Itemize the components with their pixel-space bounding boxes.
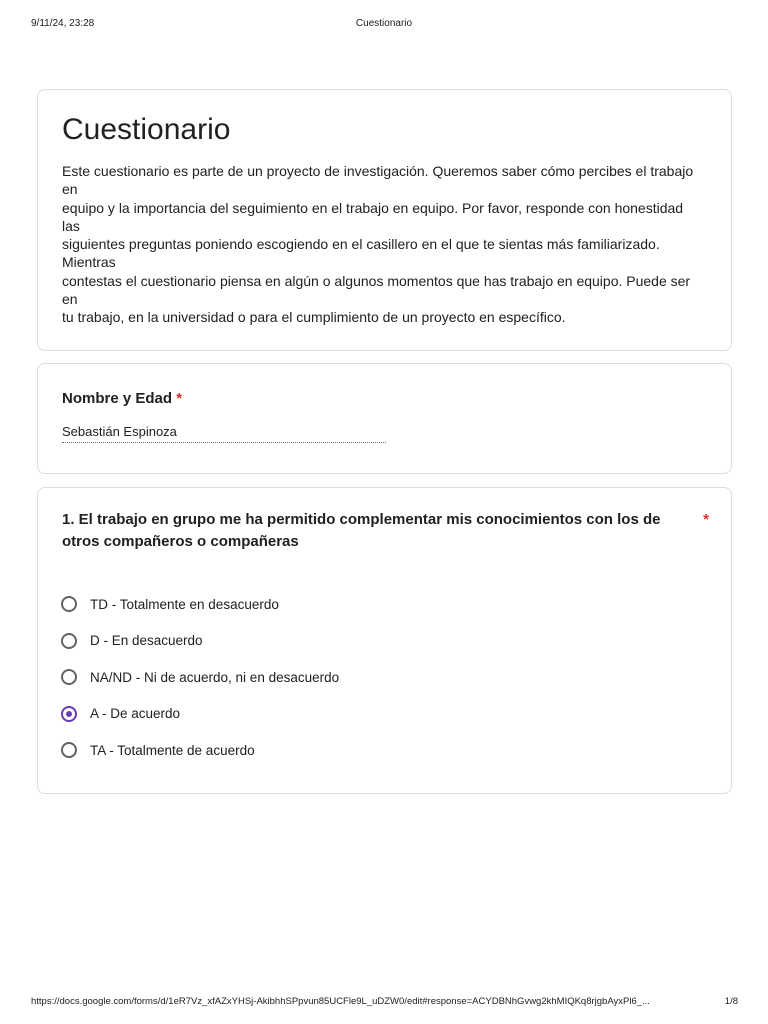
radio-option-a[interactable]: [61, 696, 339, 733]
print-page-number: 1/8: [724, 996, 738, 1007]
question-1-title-line: 1. El trabajo en grupo me ha permitido complementar mis conocimientos con los de: [62, 511, 661, 528]
question-1-title: [62, 509, 692, 553]
radio-button[interactable]: [61, 633, 77, 649]
form-description-line: Este cuestionario es parte de un proyecto de investigación. Queremos saber cómo percibes el trabajo: [62, 163, 694, 179]
radio-option-label: NA/ND - Ni de acuerdo, ni en desacuerdo: [90, 669, 340, 685]
radio-option-label: A - De acuerdo: [90, 706, 181, 722]
print-datetime: 9/11/24, 23:28: [31, 18, 95, 29]
form-description-line: en: [62, 291, 78, 308]
name-age-question-card: [37, 363, 732, 474]
required-marker: *: [703, 511, 709, 528]
radio-option-ta[interactable]: [61, 732, 339, 769]
form-description: [62, 162, 702, 327]
radio-button[interactable]: [61, 596, 77, 612]
form-description-line: Mientras: [62, 254, 116, 271]
print-footer: [0, 996, 768, 1010]
radio-button[interactable]: [61, 669, 77, 685]
question-title-text: Nombre y Edad: [62, 390, 173, 407]
question-title: [62, 388, 182, 410]
radio-option-label: TD - Totalmente en desacuerdo: [90, 596, 279, 612]
form-description-line: contestas el cuestionario piensa en algún o algunos momentos que has trabajo en equipo. Puede ser: [62, 272, 691, 289]
print-url: https://docs.google.com/forms/d/1eR7Vz_xfAZxYHSj-AkibhhSPpvun85UCFle9L_uDZW0/edit#response=ACYDBNhGvwg2khMIQKq8rjgbAyxPl6_...: [31, 996, 650, 1007]
radio-option-na-nd[interactable]: [61, 659, 339, 696]
print-header: [0, 18, 768, 32]
form-title: Cuestionario: [62, 113, 231, 146]
form-description-line: tu trabajo, en la universidad o para el cumplimiento de un proyecto en específico.: [62, 309, 566, 326]
question-1-card: [37, 487, 732, 794]
form-description-line: en: [62, 181, 78, 198]
radio-group: [61, 586, 339, 769]
form-description-line: las: [62, 217, 80, 234]
form-header-card: [37, 89, 732, 351]
print-title: Cuestionario: [355, 18, 413, 29]
radio-option-d[interactable]: [61, 623, 339, 660]
radio-option-label: TA - Totalmente de acuerdo: [90, 742, 255, 758]
name-age-answer-field[interactable]: Sebastián Espinoza: [62, 424, 386, 443]
form-description-line: equipo y la importancia del seguimiento en el trabajo en equipo. Por favor, responde con honestidad: [62, 199, 684, 216]
radio-button[interactable]: [61, 706, 77, 722]
radio-button[interactable]: [61, 742, 77, 758]
radio-option-td[interactable]: [61, 586, 339, 623]
form-description-line: siguientes preguntas poniendo escogiendo en el casillero en el que te sientas más familiarizado.: [62, 236, 660, 253]
radio-option-label: D - En desacuerdo: [90, 633, 203, 649]
required-marker: *: [176, 390, 183, 407]
question-1-title-line: otros compañeros o compañeras: [62, 533, 299, 550]
